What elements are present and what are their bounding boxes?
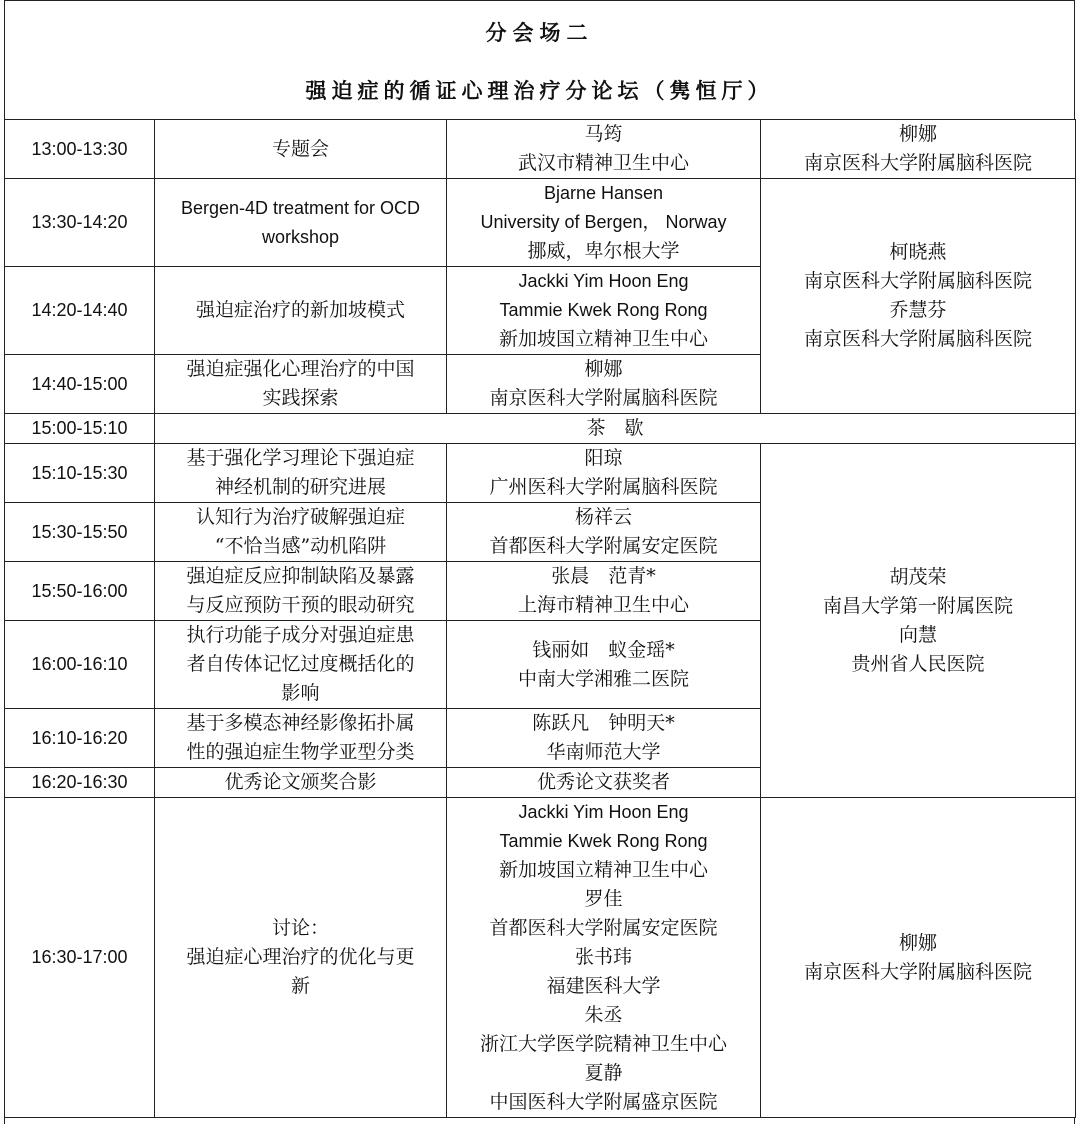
topic-line: 新 [290,975,310,997]
topic-line: 强迫症心理治疗的优化与更 [186,946,415,968]
speaker-line: 中南大学湘雅二医院 [517,667,689,690]
chair-line: 柳娜 [898,123,937,145]
venue-title: 分会场二 [485,20,594,45]
time-cell: 13:30-14:20 [5,179,155,267]
speaker-cell [447,503,761,562]
chair-line: 南京医科大学附属脑科医院 [803,152,1032,174]
speaker-line: 柳娜 [584,358,623,380]
time-cell: 14:40-15:00 [5,355,155,414]
topic-line: 基于多模态神经影像拓扑属 [186,712,415,734]
topic-line: 认知行为治疗破解强迫症 [195,506,405,528]
chair-cell-group-2 [761,444,1076,798]
topic-cell [155,444,447,503]
topic-line: 讨论： [271,917,329,939]
speaker-cell [447,355,761,414]
speaker-cell [447,709,761,768]
topic-cell [155,621,447,709]
speaker-line: Jackki Yim Hoon Eng [518,802,689,822]
chair-line: 乔慧芬 [889,299,947,321]
speaker-line: 张晨 范青* [551,565,656,587]
speaker-cell [447,120,761,179]
chair-line: 南京医科大学附属脑科医院 [803,270,1032,292]
speaker-line: 中国医科大学附属盛京医院 [489,1091,718,1113]
speaker-cell [447,267,761,355]
time-cell: 15:50-16:00 [5,562,155,621]
speaker-line: 南京医科大学附属脑科医院 [489,387,718,409]
table-row [5,444,1076,503]
table-row [5,798,1076,1118]
time-cell: 13:00-13:30 [5,120,155,179]
time-cell: 15:10-15:30 [5,444,155,503]
chair-line: 南京医科大学附属脑科医院 [803,960,1032,983]
chair-line: 柯晓燕 [889,241,947,263]
speaker-line: 广州医科大学附属脑科医院 [489,476,718,498]
topic-cell: 强迫症治疗的新加坡模式 [155,267,447,355]
topic-line: 执行功能子成分对强迫症患 [186,624,415,646]
speaker-line: 华南师范大学 [546,741,661,763]
table-row [5,120,1076,179]
speaker-line: 钱丽如 蚁金瑶* [532,638,675,661]
speaker-line: 优秀论文获奖者 [536,771,670,793]
time-cell: 15:30-15:50 [5,503,155,562]
chair-cell [761,798,1076,1118]
speaker-line: 马筠 [584,123,623,145]
topic-line: 影响 [281,682,320,704]
speaker-line: 挪威，卑尔根大学 [527,240,680,262]
time-cell: 16:30-17:00 [5,798,155,1118]
speaker-line: Bjarne Hansen [543,183,664,203]
speaker-line: 新加坡国立精神卫生中心 [498,859,708,881]
topic-line: Bergen-4D treatment for OCD [180,197,421,218]
agenda-header [4,0,1075,119]
chair-cell-group-1 [761,179,1076,414]
speaker-cell [447,621,761,709]
topic-cell: 优秀论文颁奖合影 [155,768,447,798]
speaker-line: 福建医科大学 [546,975,661,997]
topic-line: 强迫症强化心理治疗的中国 [186,358,415,380]
speaker-line: 浙江大学医学院精神卫生中心 [479,1033,727,1055]
speaker-line: 武汉市精神卫生中心 [517,152,689,174]
speaker-line: 首都医科大学附属安定医院 [489,917,718,939]
table-row-break [5,414,1076,444]
speaker-line: 张书玮 [574,946,632,968]
chair-line: 胡茂荣 [889,565,947,588]
speaker-line: Tammie Kwek Rong Rong [499,831,708,851]
speaker-line: Jackki Yim Hoon Eng [518,271,689,291]
speaker-line: 杨祥云 [574,506,632,528]
time-cell: 16:10-16:20 [5,709,155,768]
schedule-table [4,119,1076,1118]
break-cell: 茶 歇 [155,414,1076,444]
topic-line: 实践探索 [262,387,339,409]
topic-line: “不恰当感”动机陷阱 [214,535,387,557]
topic-line: workshop [261,226,340,247]
speaker-line: 朱丞 [584,1004,623,1026]
speaker-line: 首都医科大学附属安定医院 [489,535,718,557]
speaker-cell [447,562,761,621]
topic-cell [155,179,447,267]
time-cell: 15:00-15:10 [5,414,155,444]
time-cell: 14:20-14:40 [5,267,155,355]
chair-line: 柳娜 [898,931,937,954]
topic-cell [155,709,447,768]
topic-cell [155,355,447,414]
speaker-line: 阳琼 [584,447,623,469]
topic-line: 强迫症反应抑制缺陷及暴露 [186,565,415,587]
speaker-line: 陈跃凡 钟明天* [532,712,675,734]
table-continuation [4,1118,1075,1124]
speaker-line: University of Bergen， Norway [480,212,727,232]
agenda-sheet [4,0,1075,1124]
topic-cell [155,503,447,562]
speaker-line: 上海市精神卫生中心 [517,594,689,616]
topic-line: 者自传体记忆过度概括化的 [186,653,415,675]
speaker-cell [447,798,761,1118]
speaker-cell [447,768,761,798]
speaker-cell [447,444,761,503]
time-cell: 16:00-16:10 [5,621,155,709]
chair-line: 向慧 [898,623,937,646]
time-cell: 16:20-16:30 [5,768,155,798]
speaker-cell [447,179,761,267]
topic-line: 神经机制的研究进展 [214,476,386,498]
topic-cell [155,798,447,1118]
chair-line: 南昌大学第一附属医院 [822,594,1013,617]
forum-title: 强迫症的循证心理治疗分论坛（隽恒厅） [305,78,774,103]
speaker-line: 罗佳 [584,888,623,910]
topic-line: 性的强迫症生物学亚型分类 [186,741,415,763]
chair-cell [761,120,1076,179]
topic-cell: 专题会 [155,120,447,179]
topic-line: 基于强化学习理论下强迫症 [186,447,415,469]
chair-line: 南京医科大学附属脑科医院 [803,328,1032,350]
topic-cell [155,562,447,621]
table-row [5,179,1076,267]
speaker-line: Tammie Kwek Rong Rong [499,300,708,320]
topic-line: 与反应预防干预的眼动研究 [186,594,415,616]
speaker-line: 新加坡国立精神卫生中心 [498,328,708,350]
speaker-line: 夏静 [584,1062,623,1084]
chair-line: 贵州省人民医院 [851,652,985,675]
